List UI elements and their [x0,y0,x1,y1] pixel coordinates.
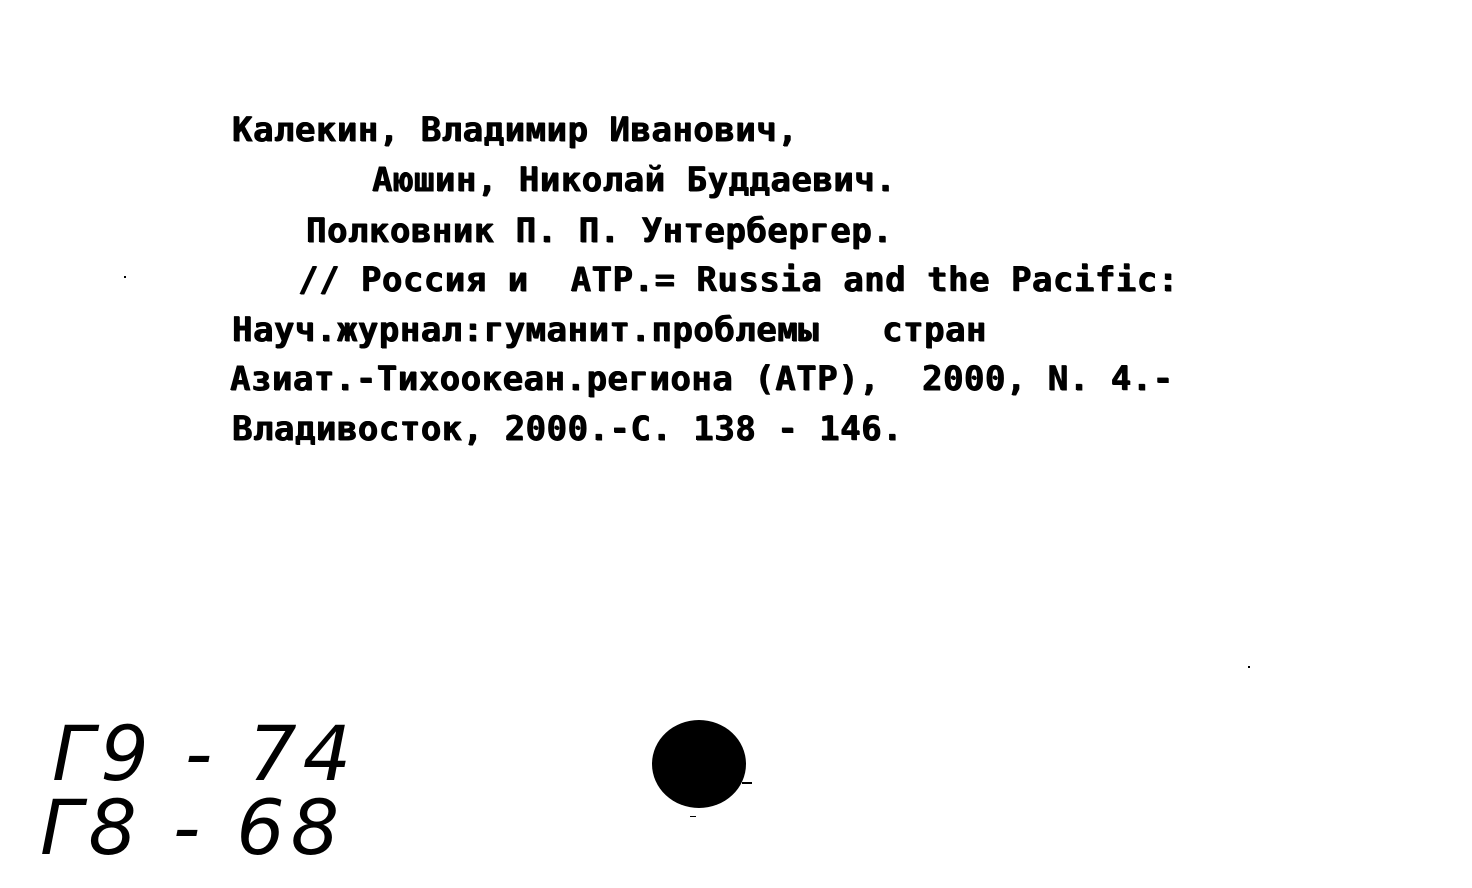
ink-speck [1248,666,1250,668]
shelfmark-line-2: Г8 - 68 [40,783,346,872]
entry-line-authors-secondary: Аюшин, Николай Буддаевич. [372,160,897,200]
entry-line-source-description: Науч.журнал:гуманит.проблемы стран [232,310,987,350]
entry-line-authors-primary: Калекин, Владимир Иванович, [232,110,799,150]
punch-hole [652,720,746,808]
entry-line-region-issue: Азиат.-Тихоокеан.региона (АТР), 2000, N. 4.- [230,359,1174,399]
ink-speck [742,782,752,784]
entry-line-place-pages: Владивосток, 2000.-С. 138 - 146. [232,409,904,449]
ink-speck [124,276,126,278]
shelfmark-line-1: Г9 - 74 [52,709,358,798]
entry-line-source: // Россия и АТР.= Russia and the Pacific: [298,260,1179,300]
ink-speck [690,816,696,817]
entry-line-title: Полковник П. П. Унтербергер. [306,211,894,251]
